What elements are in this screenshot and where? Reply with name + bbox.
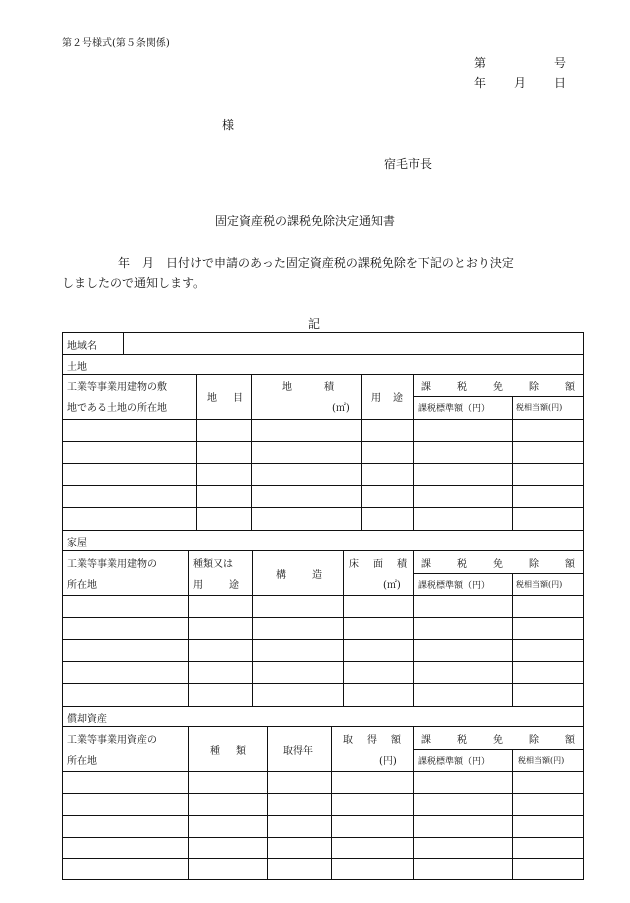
house-col-exemption (421, 555, 575, 570)
rule (62, 771, 584, 772)
rule (413, 573, 584, 574)
house-col-type-2a: 用 (193, 580, 203, 591)
rule (62, 374, 584, 375)
land-col-use (371, 389, 403, 404)
rule (62, 595, 584, 596)
depreciable-col-cost-1: 取 (343, 735, 353, 746)
house-col-structure-2: 造 (312, 570, 322, 581)
rule (62, 617, 584, 618)
depreciable-exemption-char-2: 税 (457, 735, 467, 746)
rule (267, 726, 268, 880)
land-col-area-unit: (㎡) (332, 403, 350, 414)
rule (188, 726, 189, 880)
issuer: 宿毛市長 (384, 157, 433, 171)
date-year: 年 (474, 76, 487, 90)
land-col-category (207, 389, 243, 404)
issue-date (474, 74, 566, 91)
depreciable-exemption-char-5: 額 (565, 735, 575, 746)
depreciable-col-cost-3: 額 (391, 735, 401, 746)
land-col-category-2: 目 (233, 393, 243, 404)
house-exemption-char-5: 額 (565, 559, 575, 570)
rule (413, 396, 584, 397)
rule (62, 706, 584, 707)
date-month: 月 (513, 76, 526, 90)
rule (62, 530, 584, 531)
number-suffix: 号 (553, 56, 566, 70)
depreciable-col-cost-unit: (円) (379, 756, 397, 767)
land-exemption-char-4: 除 (529, 382, 539, 393)
depreciable-col-year: 取得年 (283, 746, 313, 757)
land-col-category-1: 地 (207, 393, 217, 404)
date-day: 日 (553, 76, 566, 90)
rule (62, 354, 584, 355)
ki-heading: 記 (308, 317, 321, 331)
house-col-structure (276, 566, 322, 581)
house-section-label: 家屋 (67, 538, 87, 549)
land-col-area (282, 378, 334, 393)
rule (62, 815, 584, 816)
house-col-structure-1: 構 (276, 570, 286, 581)
depreciable-exemption-char-1: 課 (421, 735, 431, 746)
rule (62, 507, 584, 508)
house-col-floor-area-unit: (㎡) (383, 580, 401, 591)
rule (62, 463, 584, 464)
house-col-type-2 (193, 576, 239, 591)
depreciable-col-kind-1: 種 (210, 746, 220, 757)
land-col-location-1: 工業等事業用建物の敷 (67, 382, 167, 393)
rule (62, 550, 584, 551)
rule (413, 749, 584, 750)
land-exemption-char-5: 額 (565, 382, 575, 393)
land-col-area-2: 積 (324, 382, 334, 393)
house-col-floor-area-2: 面 (373, 559, 383, 570)
rule (62, 661, 584, 662)
land-col-tax-amount: 税相当額(円) (516, 403, 563, 412)
document-title: 固定資産税の課税免除決定通知書 (215, 214, 396, 228)
depreciable-col-location-1: 工業等事業用資産の (67, 735, 157, 746)
depreciable-col-cost (343, 731, 401, 746)
depreciable-exemption-char-4: 除 (529, 735, 539, 746)
house-col-floor-area-3: 積 (397, 559, 407, 570)
form-label: 第２号様式(第５条関係) (62, 38, 170, 49)
land-exemption-char-1: 課 (421, 382, 431, 393)
house-col-location-2: 所在地 (67, 580, 97, 591)
depreciable-col-location-2: 所在地 (67, 756, 97, 767)
rule (413, 726, 414, 880)
house-col-floor-area (349, 555, 407, 570)
house-exemption-char-4: 除 (529, 559, 539, 570)
house-col-location-1: 工業等事業用建物の (67, 559, 157, 570)
depreciable-col-kind-2: 類 (236, 746, 246, 757)
land-col-exemption (421, 378, 575, 393)
house-exemption-char-1: 課 (421, 559, 431, 570)
land-col-area-1: 地 (282, 382, 292, 393)
document-number (474, 54, 566, 71)
land-exemption-char-2: 税 (457, 382, 467, 393)
rule (62, 441, 584, 442)
house-col-floor-area-1: 床 (349, 559, 359, 570)
body-line-1: 年 月 日付けで申請のあった固定資産税の課税免除を下記のとおり決定 (118, 256, 514, 270)
house-col-tax-base: 課税標準額（円） (418, 581, 491, 591)
rule (62, 639, 584, 640)
number-prefix: 第 (474, 56, 487, 70)
rule (62, 485, 584, 486)
region-divider (123, 332, 124, 354)
house-col-type-2b: 途 (229, 580, 239, 591)
house-col-type-1: 種類又は (193, 559, 233, 570)
depreciable-col-tax-base: 課税標準額（円） (418, 757, 491, 767)
rule (62, 793, 584, 794)
rule (62, 858, 584, 859)
land-col-tax-base: 課税標準額（円） (418, 404, 491, 414)
rule (62, 837, 584, 838)
house-col-tax-amount: 税相当額(円) (516, 580, 563, 589)
depreciable-exemption-char-3: 免 (493, 735, 503, 746)
depreciable-section-label: 償却資産 (67, 714, 107, 725)
rule (331, 726, 332, 880)
house-exemption-char-2: 税 (457, 559, 467, 570)
region-label: 地域名 (67, 341, 97, 352)
land-col-use-1: 用 (371, 393, 381, 404)
depreciable-col-tax-amount: 税相当額(円) (518, 756, 565, 765)
rule (62, 419, 584, 420)
land-section-label: 土地 (67, 362, 87, 373)
body-line-2: しましたので通知します。 (62, 276, 206, 290)
land-col-location-2: 地である土地の所在地 (67, 403, 167, 414)
land-exemption-char-3: 免 (493, 382, 503, 393)
addressee-suffix: 様 (222, 118, 235, 132)
rule (62, 726, 584, 727)
depreciable-col-exemption (421, 731, 575, 746)
depreciable-col-cost-2: 得 (367, 735, 377, 746)
house-exemption-char-3: 免 (493, 559, 503, 570)
rule (62, 683, 584, 684)
table-border (62, 332, 584, 880)
depreciable-col-kind (210, 742, 246, 757)
land-col-use-2: 途 (393, 393, 403, 404)
